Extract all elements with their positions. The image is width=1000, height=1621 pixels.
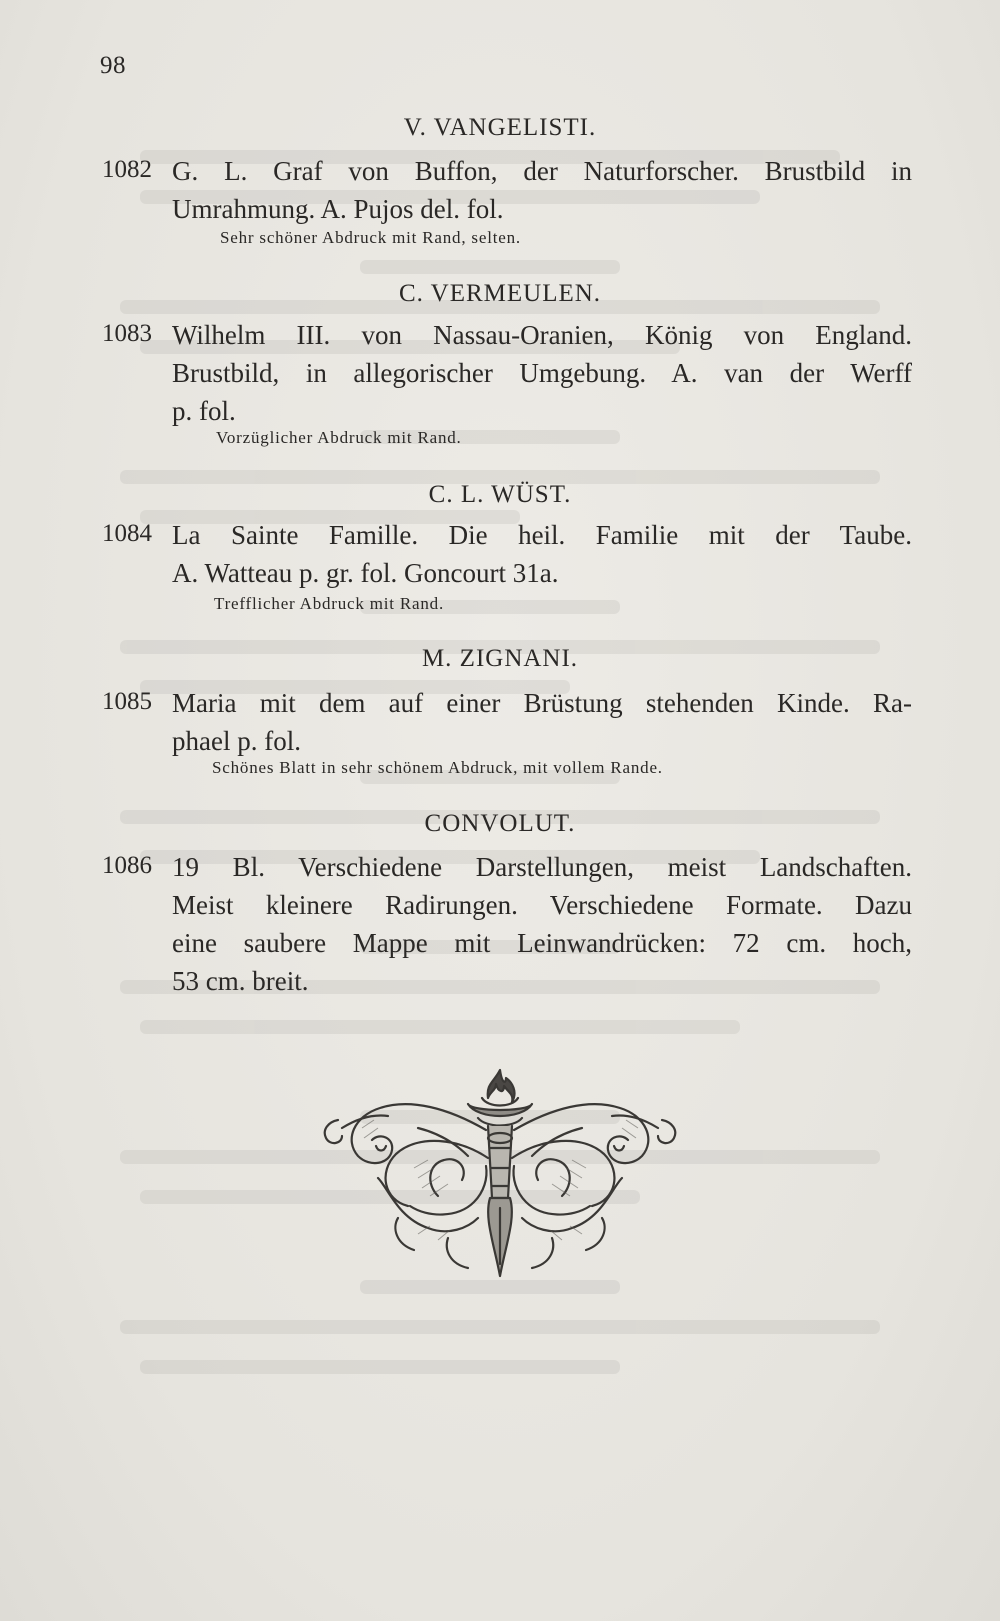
section-heading: C. L. WÜST. [428,481,572,508]
lot-description [172,684,912,760]
description-line: Umrahmung. A. Pujos del. fol. [172,194,504,224]
section-heading: CONVOLUT. [424,810,576,837]
lot-number: 1082 [102,156,152,183]
description-line: Brustbild, in allegorischer Umgebung. A. van der Werff [172,358,912,388]
lot-description [172,316,912,430]
description-line: Meist kleinere Radirungen. Verschiedene Formate. Dazu [172,890,912,920]
lot-number: 1083 [102,320,152,347]
section-heading: C. VERMEULEN. [398,280,602,307]
torch-ornament-icon [318,1068,682,1280]
description-line: G. L. Graf von Buffon, der Naturforscher. Brustbild in [172,156,912,186]
lot-description [172,152,912,228]
description-line: p. fol. [172,396,236,426]
description-line: eine saubere Mappe mit Leinwandrücken: 72 cm. hoch, [172,928,912,958]
condition-note: Schönes Blatt in sehr schönem Abdruck, mit vollem Rande. [212,758,663,777]
condition-note: Sehr schöner Abdruck mit Rand, selten. [220,228,521,247]
description-line: La Sainte Famille. Die heil. Familie mit der Taube. [172,520,912,550]
description-line: 53 cm. breit. [172,966,309,996]
description-line: Maria mit dem auf einer Brüstung stehenden Kinde. Ra- [172,688,912,718]
lot-number: 1085 [102,688,152,715]
description-line: Wilhelm III. von Nassau-Oranien, König von England. [172,320,912,350]
condition-note: Trefflicher Abdruck mit Rand. [214,594,445,613]
condition-note: Vorzüglicher Abdruck mit Rand. [216,428,462,447]
description-line: A. Watteau p. gr. fol. Goncourt 31a. [172,558,559,588]
description-line: phael p. fol. [172,726,301,756]
lot-number: 1084 [102,520,152,547]
section-heading: M. ZIGNANI. [421,645,579,672]
lot-description [172,848,912,1000]
section-heading: V. VANGELISTI. [403,114,597,141]
lot-description [172,516,912,592]
lot-number: 1086 [102,852,152,879]
description-line: 19 Bl. Verschiedene Darstellungen, meist Landschaften. [172,852,912,882]
page-number: 98 [100,52,126,79]
